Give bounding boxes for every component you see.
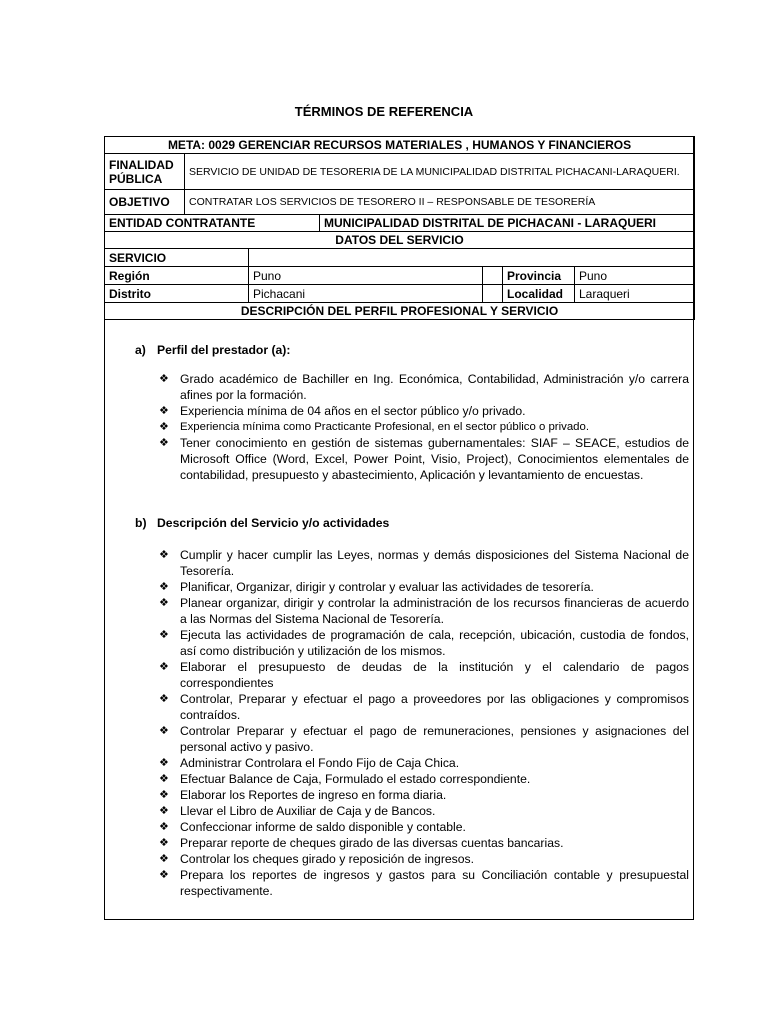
list-item: ❖ Grado académico de Bachiller en Ing. Económica, Contabilidad, Administración y/o carrera afines por la formación. — [159, 372, 689, 402]
objetivo-value: CONTRATAR LOS SERVICIOS DE TESORERO II – RESPONSABLE DE TESORERÍA — [185, 190, 695, 215]
list-item: ❖ Administrar Controlara el Fondo Fijo de Caja Chica. — [159, 756, 460, 770]
section-a-letter: a) — [135, 343, 146, 357]
diamond-bullet-icon: ❖ — [159, 757, 169, 769]
meta-cell: META: 0029 GERENCIAR RECURSOS MATERIALES , HUMANOS Y FINANCIEROS — [105, 137, 695, 154]
localidad-label: Localidad — [503, 285, 575, 303]
section-b-heading — [135, 515, 389, 531]
list-item: ❖ Efectuar Balance de Caja, Formulado el estado correspondiente. — [159, 772, 531, 786]
provincia-spacer — [483, 267, 503, 285]
diamond-bullet-icon: ❖ — [159, 437, 169, 449]
diamond-bullet-icon: ❖ — [159, 773, 169, 785]
list-item: ❖ Experiencia mínima como Practicante Profesional, en el sector público o privado. — [159, 421, 590, 433]
list-item: ❖ Controlar Preparar y efectuar el pago de remuneraciones, pensiones y asignaciones del personal activo y pasivo. — [159, 724, 689, 754]
list-item: ❖ Planificar, Organizar, dirigir y controlar y evaluar las actividades de tesorería. — [159, 580, 594, 594]
header-grid — [104, 136, 695, 320]
list-item: ❖ Llevar el Libro de Auxiliar de Caja y de Bancos. — [159, 804, 436, 818]
diamond-bullet-icon: ❖ — [159, 693, 169, 705]
diamond-bullet-icon: ❖ — [159, 725, 169, 737]
diamond-bullet-icon: ❖ — [159, 581, 169, 593]
document-title: TÉRMINOS DE REFERENCIA — [294, 104, 474, 119]
list-item: ❖ Confeccionar informe de saldo disponible y contable. — [159, 820, 466, 834]
section-a-list — [159, 371, 689, 483]
provincia-value: Puno — [575, 267, 695, 285]
diamond-bullet-icon: ❖ — [159, 405, 169, 417]
descripcion-perfil-header: DESCRIPCIÓN DEL PERFIL PROFESIONAL Y SERVICIO — [105, 303, 695, 320]
distrito-label: Distrito — [105, 285, 249, 303]
entidad-value: MUNICIPALIDAD DISTRITAL DE PICHACANI - LARAQUERI — [320, 215, 695, 232]
diamond-bullet-icon: ❖ — [159, 837, 169, 849]
finalidad-value: SERVICIO DE UNIDAD DE TESORERIA DE LA MUNICIPALIDAD DISTRITAL PICHACANI-LARAQUERI. — [185, 154, 695, 190]
entidad-label: ENTIDAD CONTRATANTE — [105, 215, 320, 232]
datos-servicio-header: DATOS DEL SERVICIO — [105, 232, 695, 249]
section-b-list — [159, 547, 689, 899]
diamond-bullet-icon: ❖ — [159, 821, 169, 833]
region-value: Puno — [249, 267, 483, 285]
section-b-letter: b) — [135, 516, 147, 530]
servicio-label: SERVICIO — [105, 249, 249, 267]
list-item: ❖ Elaborar los Reportes de ingreso en forma diaria. — [159, 788, 447, 802]
diamond-bullet-icon: ❖ — [159, 549, 169, 561]
terms-table — [104, 136, 694, 920]
diamond-bullet-icon: ❖ — [159, 789, 169, 801]
diamond-bullet-icon: ❖ — [159, 629, 169, 641]
list-item: ❖ Controlar, Preparar y efectuar el pago a proveedores por las obligaciones y compromisos contraídos. — [159, 692, 689, 722]
list-item: ❖ Prepara los reportes de ingresos y gastos para su Conciliación contable y presupuestal respectivamente. — [159, 868, 689, 898]
finalidad-label: FINALIDAD PÚBLICA — [105, 154, 185, 190]
list-item: ❖ Tener conocimiento en gestión de sistemas gubernamentales: SIAF – SEACE, estudios de Microsoft Office (Word, Excel, Power Point, Visio, Project), Conocimientos elementales de contabilidad, presupuesto y abastecimiento, Aplicación y levantamiento de encuestas. — [159, 436, 689, 482]
list-item: ❖ Controlar los cheques girado y reposición de ingresos. — [159, 852, 475, 866]
diamond-bullet-icon: ❖ — [159, 661, 169, 673]
list-item: ❖ Ejecuta las actividades de programación de cala, recepción, ubicación, custodia de fondos, así como distribución y utilización de los mismos. — [159, 628, 689, 658]
localidad-spacer — [483, 285, 503, 303]
provincia-label: Provincia — [503, 267, 575, 285]
region-label: Región — [105, 267, 249, 285]
diamond-bullet-icon: ❖ — [159, 421, 169, 433]
list-item: ❖ Experiencia mínima de 04 años en el sector público y/o privado. — [159, 404, 526, 418]
list-item: ❖ Preparar reporte de cheques girado de las diversas cuentas bancarias. — [159, 836, 564, 850]
section-a-title: Perfil del prestador (a): — [157, 343, 291, 357]
diamond-bullet-icon: ❖ — [159, 853, 169, 865]
diamond-bullet-icon: ❖ — [159, 869, 169, 881]
section-a-heading — [135, 342, 290, 358]
diamond-bullet-icon: ❖ — [159, 805, 169, 817]
list-item: ❖ Cumplir y hacer cumplir las Leyes, normas y demás disposiciones del Sistema Nacional de Tesorería. — [159, 548, 689, 578]
list-item: ❖ Elaborar el presupuesto de deudas de la institución y el calendario de pagos correspondientes — [159, 660, 689, 690]
list-item: ❖ Planear organizar, dirigir y controlar la administración de los recursos financieras de acuerdo a las Normas del Sistema Nacional de Tesorería. — [159, 596, 689, 626]
diamond-bullet-icon: ❖ — [159, 373, 169, 385]
section-b-title: Descripción del Servicio y/o actividades — [157, 516, 390, 530]
servicio-value — [249, 249, 695, 267]
distrito-value: Pichacani — [249, 285, 483, 303]
localidad-value: Laraqueri — [575, 285, 695, 303]
diamond-bullet-icon: ❖ — [159, 597, 169, 609]
objetivo-label: OBJETIVO — [105, 190, 185, 215]
